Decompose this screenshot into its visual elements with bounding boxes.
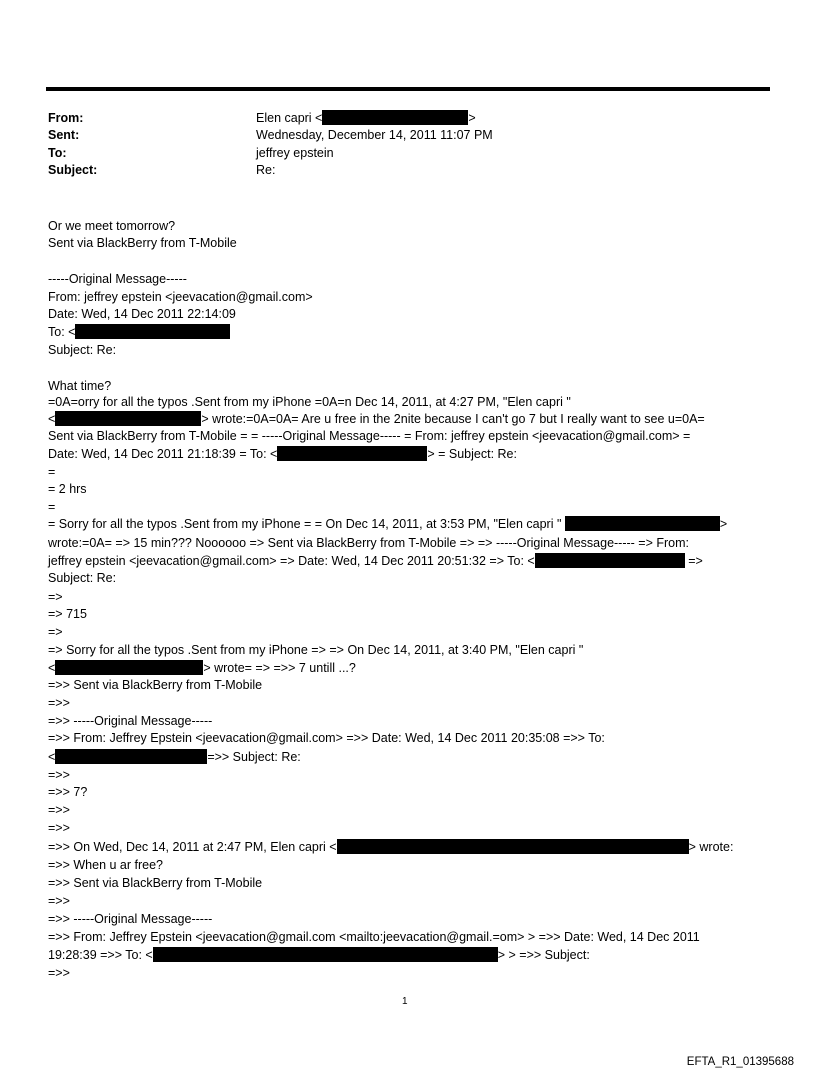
body-line: =>> — [48, 821, 70, 835]
body-line: 19:28:39 =>> To: < > > =>> Subject: — [48, 948, 590, 962]
body-line: =>> On Wed, Dec 14, 2011 at 2:47 PM, Elen capri < > wrote: — [48, 840, 734, 854]
body-line: = — [48, 465, 56, 479]
body-line: What time? — [48, 379, 112, 393]
body-line: jeffrey epstein <jeevacation@gmail.com> => Date: Wed, 14 Dec 2011 20:51:32 => To: < => — [48, 554, 703, 568]
redaction — [55, 411, 201, 426]
body-line: =>> — [48, 894, 70, 908]
body-line: From: jeffrey epstein <jeevacation@gmail.com> — [48, 290, 313, 304]
sent-value: Wednesday, December 14, 2011 11:07 PM — [256, 128, 493, 142]
redaction — [75, 324, 230, 339]
body-line: =>> Sent via BlackBerry from T-Mobile — [48, 876, 263, 890]
body-line: =>> -----Original Message----- — [48, 912, 213, 926]
body-line: =>> From: Jeffrey Epstein <jeevacation@gmail.com <mailto:jeevacation@gmail.=om> > =>> Date: Wed, 14 Dec 2011 — [48, 930, 700, 944]
body-line: =>> From: Jeffrey Epstein <jeevacation@gmail.com> =>> Date: Wed, 14 Dec 2011 20:35:08 =>> To: — [48, 731, 605, 745]
body-line: =>> When u ar free? — [48, 858, 164, 872]
redaction — [535, 553, 685, 568]
to-value: jeffrey epstein — [256, 146, 334, 160]
redaction — [55, 749, 207, 764]
body-line: =>> — [48, 696, 70, 710]
to-label: To: — [48, 146, 67, 160]
subject-value: Re: — [256, 163, 276, 177]
redaction — [277, 446, 427, 461]
subject-label: Subject: — [48, 163, 98, 177]
body-line: wrote:=0A= => 15 min??? Noooooo => Sent via BlackBerry from T-Mobile => => -----Original Message----- => From: — [48, 536, 690, 550]
body-line: Sent via BlackBerry from T-Mobile = = -----Original Message----- = From: jeffrey epstein <jeevacation@gmail.com> = — [48, 429, 691, 443]
body-line: < > wrote:=0A=0A= Are u free in the 2nite because I can't go 7 but I really want to see u=0A= — [48, 412, 705, 426]
body-line: => — [48, 625, 63, 639]
body-line: = Sorry for all the typos .Sent from my iPhone = = On Dec 14, 2011, at 3:53 PM, "Elen capri " > — [48, 517, 728, 531]
body-line: Date: Wed, 14 Dec 2011 21:18:39 = To: < > = Subject: Re: — [48, 447, 517, 461]
body-line: =>> Sent via BlackBerry from T-Mobile — [48, 678, 263, 692]
body-line: =>> — [48, 768, 70, 782]
redaction — [153, 947, 498, 962]
redaction — [565, 516, 720, 531]
body-line: =0A=orry for all the typos .Sent from my iPhone =0A=n Dec 14, 2011, at 4:27 PM, "Elen capri " — [48, 395, 571, 409]
sent-label: Sent: — [48, 128, 80, 142]
body-line: Subject: Re: — [48, 343, 117, 357]
header-divider — [46, 87, 770, 91]
document-id: EFTA_R1_01395688 — [686, 1056, 794, 1068]
redaction — [337, 839, 689, 854]
body-line: Or we meet tomorrow? — [48, 219, 176, 233]
body-line: => — [48, 590, 63, 604]
body-line: =>> — [48, 966, 70, 980]
body-line: =>> — [48, 803, 70, 817]
body-line: To: < — [48, 324, 230, 340]
body-line: < =>> Subject: Re: — [48, 750, 301, 764]
body-line: => Sorry for all the typos .Sent from my iPhone => => On Dec 14, 2011, at 3:40 PM, "Elen capri " — [48, 643, 584, 657]
body-line: Date: Wed, 14 Dec 2011 22:14:09 — [48, 307, 236, 321]
from-value: Elen capri < > — [256, 111, 476, 125]
redaction — [55, 660, 203, 675]
body-line: =>> -----Original Message----- — [48, 714, 213, 728]
body-line: =>> 7? — [48, 785, 88, 799]
body-line: => 715 — [48, 607, 87, 621]
body-line: Subject: Re: — [48, 571, 117, 585]
body-line: -----Original Message----- — [48, 272, 187, 286]
page-number: 1 — [402, 996, 408, 1007]
body-line: = 2 hrs — [48, 482, 87, 496]
body-line: < > wrote= => =>> 7 untill ...? — [48, 661, 356, 675]
redaction — [322, 110, 468, 125]
body-line: Sent via BlackBerry from T-Mobile — [48, 236, 237, 250]
body-line: = — [48, 500, 56, 514]
from-label: From: — [48, 111, 84, 125]
